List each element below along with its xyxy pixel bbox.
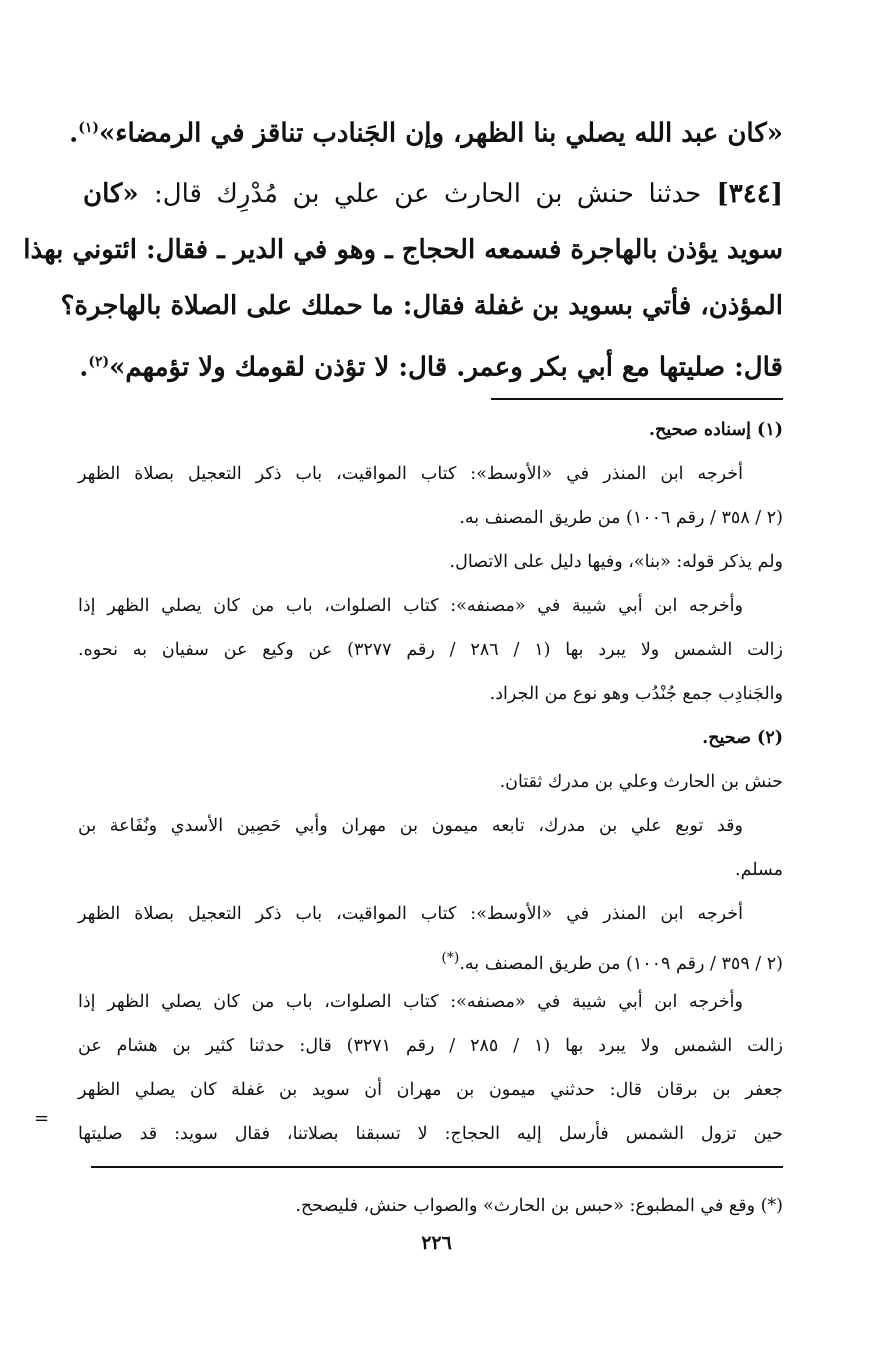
quote-end: . [69, 118, 79, 149]
main-text [23, 100, 783, 390]
footnote-1-line: زالت الشمس ولا يبرد بها (١ / ٢٨٦ / رقم ٣٢٧٧) عن وكيع عن سفيان به نحوه. [78, 640, 783, 660]
footnote-ref-2[interactable]: (٢) [88, 354, 110, 370]
footnote-1-line: (٢ / ٣٥٨ / رقم ١٠٠٦) من طريق المصنف به. [459, 508, 783, 528]
footnote-1-line: والجَنادِب جمع جُنْدُب وهو نوع من الجراد. [489, 684, 783, 704]
footnote-1-line: ولم يذكر قوله: «بنا»، وفيها دليل على الاتصال. [449, 552, 783, 572]
page-number: ٢٢٦ [421, 1232, 452, 1254]
hadith-line-2 [83, 166, 783, 222]
footnote-2-heading: (٢) صحيح. [702, 728, 783, 748]
isnad-text: حدثنا حنش بن الحارث عن علي بن مُدْرِك قال: [153, 179, 702, 209]
hadith-end: . [79, 352, 89, 383]
footnote-2-line: أخرجه ابن المنذر في «الأوسط»: كتاب المواقيت، باب ذكر التعجيل بصلاة الظهر [78, 904, 743, 924]
bottom-note-separator [91, 1166, 783, 1168]
footnote-2-line [78, 936, 783, 980]
quote-line [69, 100, 783, 156]
continuation-mark: = [34, 1108, 50, 1129]
footnote-ref-1[interactable]: (١) [78, 120, 99, 136]
footnote-1-heading: (١) إسناده صحيح. [648, 420, 783, 440]
footnote-2-line: حنش بن الحارث وعلي بن مدرك ثقتان. [499, 772, 783, 792]
footnotes [78, 408, 783, 1156]
hadith-line-3: سويد يؤذن بالهاجرة فسمعه الحجاج ـ وهو في الدير ـ فقال: ائتوني بهذا [23, 235, 783, 265]
footnote-1-line: أخرجه ابن المنذر في «الأوسط»: كتاب المواقيت، باب ذكر التعجيل بصلاة الظهر [78, 464, 743, 484]
footnote-separator [491, 398, 783, 400]
star-note-ref[interactable]: (*) [441, 950, 460, 966]
footnote-1-line: وأخرجه ابن أبي شيبة في «مصنفه»: كتاب الصلوات، باب من كان يصلي الظهر إذا [78, 596, 743, 616]
matn-start: «كان [83, 179, 139, 209]
hadith-line-4: المؤذن، فأتي بسويد بن غفلة فقال: ما حملك على الصلاة بالهاجرة؟ [60, 291, 783, 321]
footnote-2-line: مسلم. [735, 860, 783, 880]
footnote-2-line: زالت الشمس ولا يبرد بها (١ / ٢٨٥ / رقم ٣٢٧١) قال: حدثنا كثير بن هشام عن [78, 1036, 783, 1056]
hadith-number: [٣٤٤] [716, 179, 783, 209]
hadith-line-5-text: قال: صليتها مع أبي بكر وعمر. قال: لا تؤذن لقومك ولا تؤمهم» [109, 352, 783, 383]
quote-text: «كان عبد الله يصلي بنا الظهر، وإن الجَنادب تناقز في الرمضاء» [99, 118, 783, 149]
footnote-2-line: جعفر بن برقان قال: حدثني ميمون بن مهران أن سويد بن غفلة كان يصلي الظهر [78, 1080, 783, 1100]
footnote-2-line: وقد توبع علي بن مدرك، تابعه ميمون بن مهران وأبي حَصِين الأسدي ونُفَاعة بن [78, 816, 743, 836]
footnote-2-line: وأخرجه ابن أبي شيبة في «مصنفه»: كتاب الصلوات، باب من كان يصلي الظهر إذا [78, 992, 743, 1012]
footnote-2-line-text: (٢ / ٣٥٩ / رقم ١٠٠٩) من طريق المصنف به. [459, 953, 783, 974]
hadith-line-5 [79, 334, 783, 390]
footnote-2-line: حين تزول الشمس فأرسل إليه الحجاج: لا تسبقنا بصلاتنا، فقال سويد: قد صليتها [78, 1124, 783, 1144]
bottom-note: (*) وقع في المطبوع: «حبس بن الحارث» والصواب حنش، فليصحح. [295, 1196, 783, 1216]
